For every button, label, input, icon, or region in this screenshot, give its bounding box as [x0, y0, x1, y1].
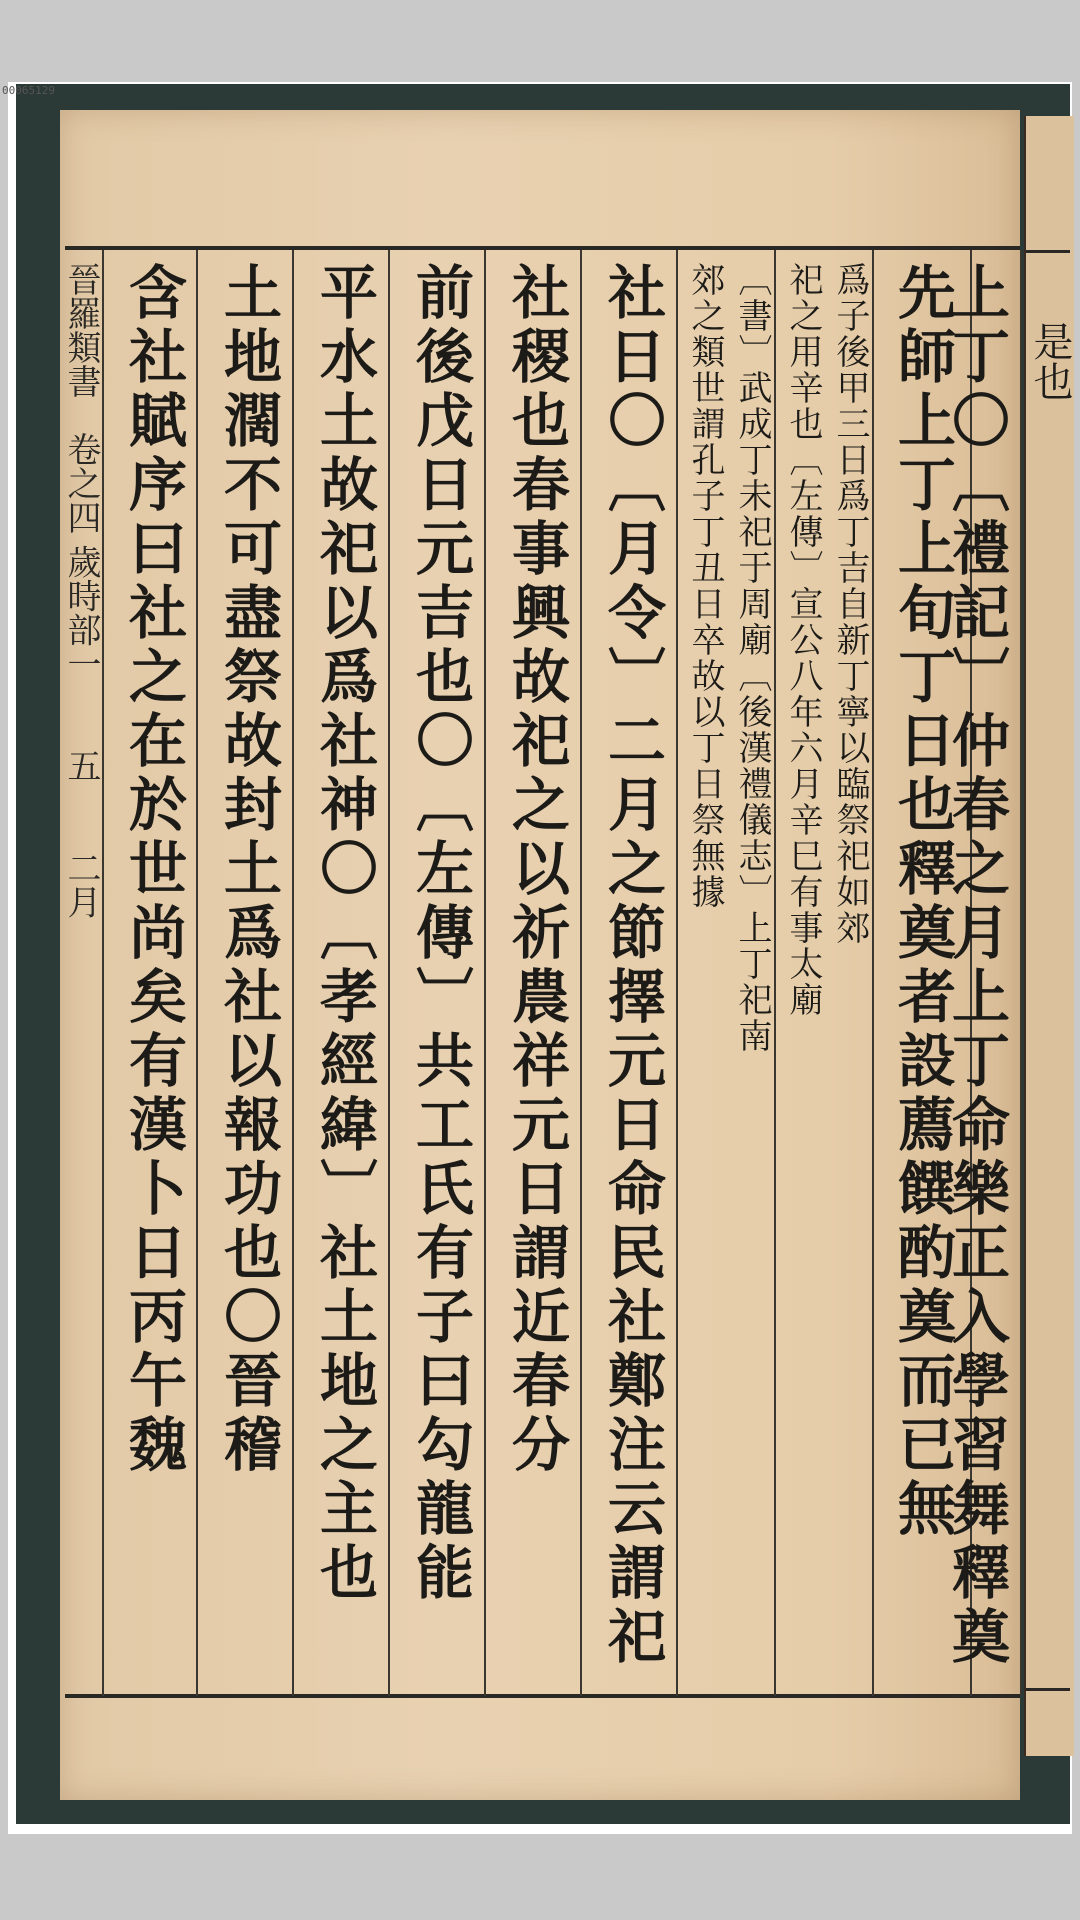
text-column-12: 含社賦序曰社之在於世尚矣有漢卜日丙午魏	[119, 262, 187, 1478]
next-page-edge	[1024, 116, 1074, 1756]
text-column-1: 上丁〇〔禮記〕仲春之月上丁命樂正入學習舞釋奠	[942, 262, 1010, 1670]
next-page-column: 是也	[1027, 321, 1073, 401]
next-page-top-rule	[1026, 250, 1070, 253]
column-rule	[872, 250, 874, 1696]
text-column-11: 土地濶不可盡祭故封土爲社以報功也〇晉稽	[214, 262, 282, 1478]
text-column-6: 郊之類世謂孔子丁丑日卒故以丁日祭無據	[685, 262, 725, 910]
text-column-5: 〔書〕武成丁未祀于周廟〔後漢禮儀志〕上丁祀南	[732, 262, 772, 1054]
text-column-4: 祀之用辛也〔左傳〕宣公八年六月辛巳有事太廟	[783, 262, 823, 1018]
text-column-8: 社稷也春事興故祀之以祈農祥元日謂近春分	[502, 262, 570, 1478]
next-page-bottom-rule	[1026, 1688, 1070, 1691]
margin-header: 晉羅類書 卷之四 歲時部一 五 二月	[61, 262, 101, 919]
column-rule	[102, 250, 104, 1696]
column-rule	[774, 250, 776, 1696]
text-column-2: 先師上丁上旬丁日也釋奠者設薦饌酌奠而已無	[888, 262, 956, 1542]
text-column-10: 平水土故祀以爲社神〇〔孝經緯〕社土地之主也	[310, 262, 378, 1606]
text-column-9: 前後戊日元吉也〇〔左傳〕共工氏有子曰勾龍能	[406, 262, 474, 1606]
text-column-7: 社日〇〔月令〕二月之節擇元日命民社鄭注云謂祀	[598, 262, 666, 1670]
text-column-3: 爲子後甲三日爲丁吉自新丁寧以臨祭祀如郊	[830, 262, 870, 946]
scan-id-label: 00065129	[2, 84, 55, 97]
